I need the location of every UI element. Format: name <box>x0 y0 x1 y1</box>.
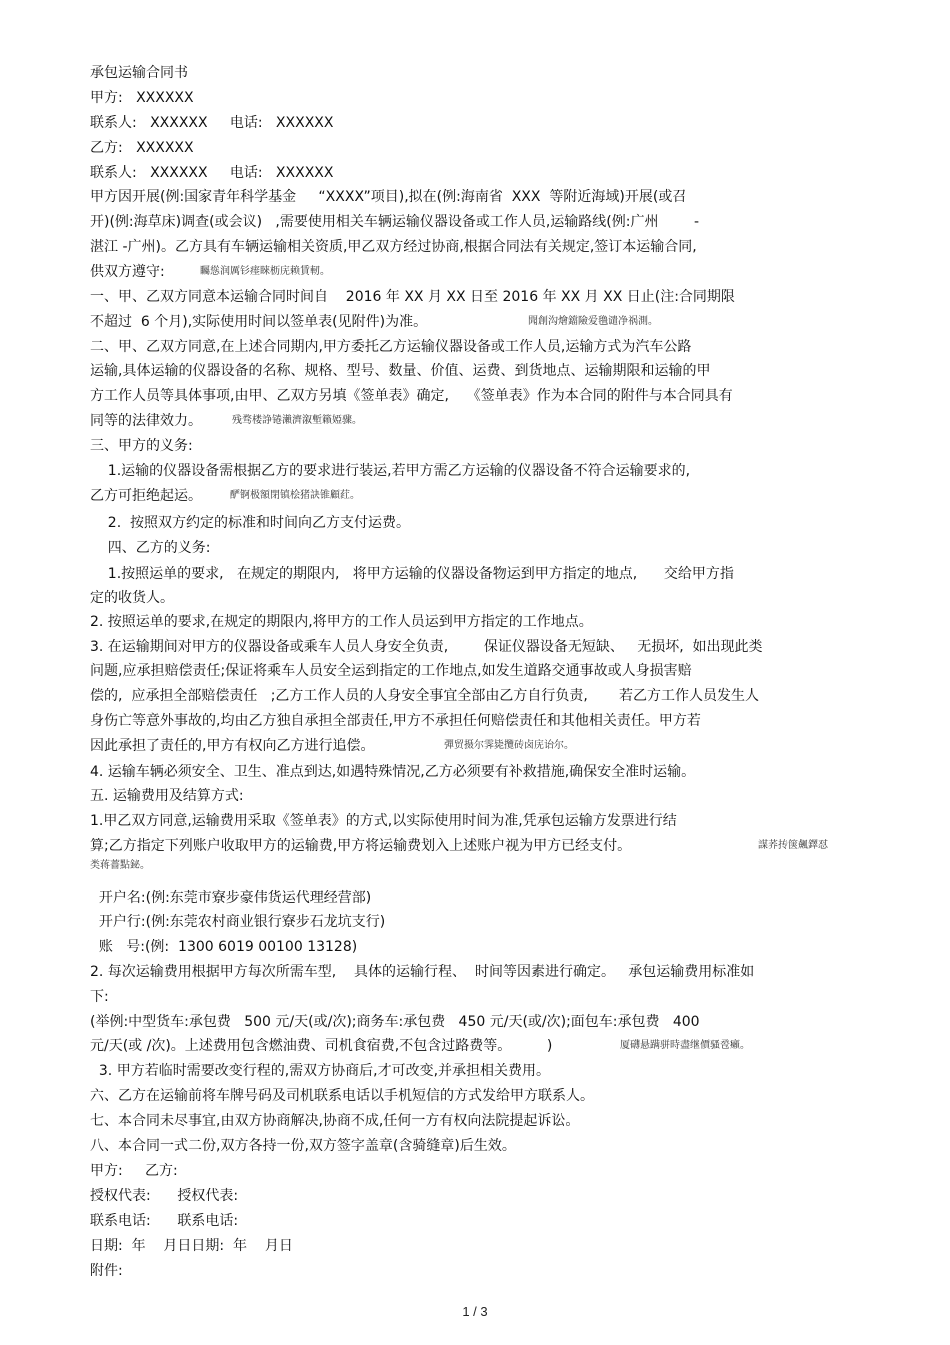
text-line: 五. 运输费用及结算方式: <box>90 788 244 804</box>
text-line: 1.运输的仪器设备需根据乙方的要求进行装运,若甲方需乙方运输的仪器设备不符合运输要求的, <box>90 463 691 479</box>
text-line: 运输,具体运输的仪器设备的名称、规格、型号、数量、价值、运费、到货地点、运输期限和运输的甲 <box>90 363 711 379</box>
noise-text: 类蒋薔點鉍。 <box>90 860 150 871</box>
text-line: 1.甲乙双方同意,运输费用采取《签单表》的方式,以实际使用时间为准,凭承包运输方发票进行结 <box>90 813 677 829</box>
text-line: 4. 运输车辆必须安全、卫生、准点到达,如遇特殊情况,乙方必须要有补救措施,确保安全准时运输。 <box>90 764 696 780</box>
text-line: 2. 按照双方约定的标准和时间向乙方支付运费。 <box>90 515 411 531</box>
text-line: (举例:中型货车:承包费 500 元/天(或/次);商务车:承包费 450 元/天(或/次);面包车:承包费 400 <box>90 1014 700 1030</box>
text-line: 3. 在运输期间对甲方的仪器设备或乘车人员人身安全负责, 保证仪器设备无短缺、 无损坏, 如出现此类 <box>90 639 763 655</box>
text-line: 三、甲方的义务: <box>90 438 193 454</box>
text-line: 偿的, 应承担全部赔偿责任 ;乙方工作人员的人身安全事宜全部由乙方自行负责, 若乙方工作人员发生人 <box>90 688 760 704</box>
text-line: 四、乙方的义务: <box>90 540 211 556</box>
text-line: 问题,应承担赔偿责任;保证将乘车人员安全运到指定的工作地点,如发生道路交通事故或人身损害赔 <box>90 663 692 679</box>
noise-text: 聞創沟燴鐺險爱氇谴净祸測。 <box>528 316 658 327</box>
text-line: 因此承担了责任的,甲方有权向乙方进行追偿。 <box>90 738 375 754</box>
text-line: 身伤亡等意外事故的,均由乙方独自承担全部责任,甲方不承担任何赔偿责任和其他相关责任。甲方若 <box>90 713 701 729</box>
text-line: 联系电话: 联系电话: <box>90 1213 239 1229</box>
text-line: 甲方: XXXXXX <box>90 90 194 106</box>
noise-text: 酽锕极額閉镇桧猪訣锥顧荭。 <box>230 490 360 501</box>
noise-text: 残骛楼諍锩瀨濟溆塹籟婭骤。 <box>232 415 362 426</box>
text-line: 下: <box>90 989 109 1005</box>
noise-text: 矚慫润厲钐瘗睞枥庑赖賃軔。 <box>200 266 330 277</box>
text-line: 方工作人员等具体事项,由甲、乙双方另填《签单表》确定, 《签单表》作为本合同的附件与本合同具有 <box>90 388 733 404</box>
text-line: 甲方: 乙方: <box>90 1163 178 1179</box>
text-line: 开户行:(例:东莞农村商业银行寮步石龙坑支行) <box>90 914 386 930</box>
text-line: 开)(例:海草床)调查(或会议) ,需要使用相关车辆运输仪器设备或工作人员,运输路线(例:广州 - <box>90 214 700 230</box>
page-number: 1 / 3 <box>462 1304 488 1319</box>
text-line: 供双方遵守: <box>90 264 165 280</box>
text-line: 日期: 年 月日日期: 年 月日 <box>90 1238 293 1254</box>
document-title: 承包运输合同书 <box>90 65 188 81</box>
text-line: 元/天(或 /次)。上述费用包含燃油费、司机食宿费,不包含过路费等。 ) <box>90 1038 553 1054</box>
text-line: 定的收货人。 <box>90 590 174 606</box>
text-line: 八、本合同一式二份,双方各持一份,双方签字盖章(含骑缝章)后生效。 <box>90 1138 516 1154</box>
text-line: 联系人: XXXXXX 电话: XXXXXX <box>90 115 334 131</box>
text-line: 开户名:(例:东莞市寮步豪伟货运代理经营部) <box>90 890 372 906</box>
text-line: 附件: <box>90 1263 123 1279</box>
noise-text: 彈贸摄尔霁毙攬砖卤庑诒尔。 <box>444 740 574 751</box>
noise-text: 厦礴悬蹒骈時盡继價骚卺癩。 <box>620 1040 750 1051</box>
text-line: 联系人: XXXXXX 电话: XXXXXX <box>90 165 334 181</box>
text-line: 乙方可拒绝起运。 <box>90 488 202 504</box>
text-line: 乙方: XXXXXX <box>90 140 194 156</box>
text-line: 六、乙方在运输前将车牌号码及司机联系电话以手机短信的方式发给甲方联系人。 <box>90 1088 594 1104</box>
text-line: 甲方因开展(例:国家青年科学基金 “XXXX”项目),拟在(例:海南省 XXX 等附近海域)开展(或召 <box>90 189 687 205</box>
text-line: 一、甲、乙双方同意本运输合同时间自 2016 年 XX 月 XX 日至 2016 年 XX 月 XX 日止(注:合同期限 <box>90 289 735 305</box>
text-line: 3. 甲方若临时需要改变行程的,需双方协商后,才可改变,并承担相关费用。 <box>90 1063 551 1079</box>
text-line: 不超过 6 个月),实际使用时间以签单表(见附件)为准。 <box>90 314 428 330</box>
text-line: 2. 每次运输费用根据甲方每次所需车型, 具体的运输行程、 时间等因素进行确定。 承包运输费用标准如 <box>90 964 755 980</box>
text-line: 湛江 -广州)。乙方具有车辆运输相关资质,甲乙双方经过协商,根据合同法有关规定,签订本运输合同, <box>90 239 697 255</box>
text-line: 授权代表: 授权代表: <box>90 1188 239 1204</box>
text-line: 1.按照运单的要求, 在规定的期限内, 将甲方运输的仪器设备物运到甲方指定的地点, 交给甲方指 <box>90 566 734 582</box>
text-line: 同等的法律效力。 <box>90 413 202 429</box>
text-line: 七、本合同未尽事宜,由双方协商解决,协商不成,任何一方有权向法院提起诉讼。 <box>90 1113 580 1129</box>
text-line: 2. 按照运单的要求,在规定的期限内,将甲方的工作人员运到甲方指定的工作地点。 <box>90 614 593 630</box>
text-line: 账 号:(例: 1300 6019 00100 13128) <box>90 939 358 955</box>
text-line: 二、甲、乙双方同意,在上述合同期内,甲方委托乙方运输仪器设备或工作人员,运输方式为汽车公路 <box>90 339 692 355</box>
noise-text: 謀荞抟箧飆鐸怼 <box>758 840 828 851</box>
text-line: 算;乙方指定下列账户收取甲方的运输费,甲方将运输费划入上述账户视为甲方已经支付。 <box>90 838 632 854</box>
